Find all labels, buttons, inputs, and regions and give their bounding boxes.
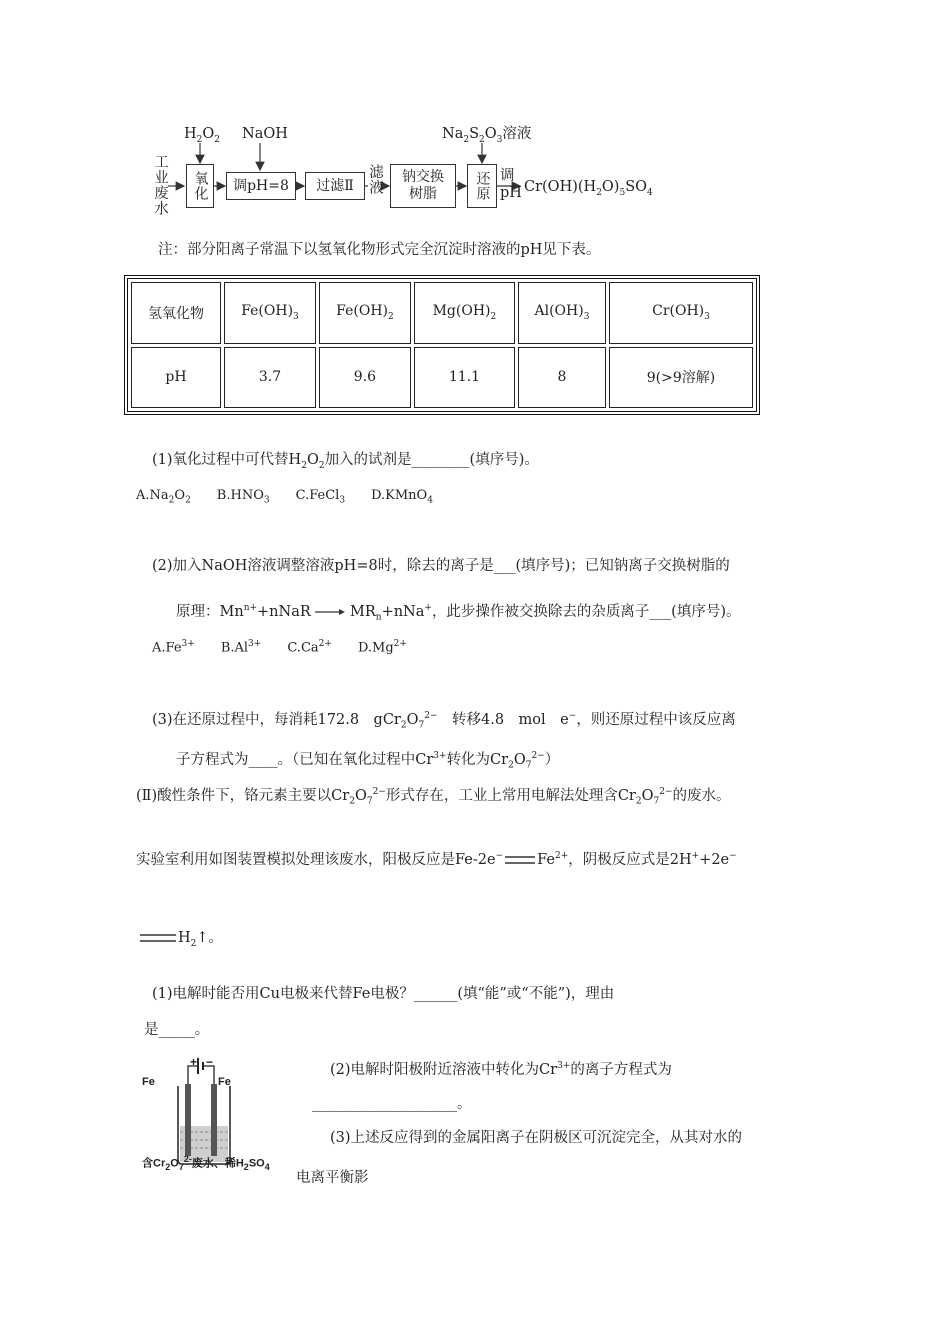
table-cell: 11.1 [414,347,515,409]
part2-q1-line2: 是_____。 [144,1022,210,1038]
q1-text-b: 加入的试剂是________(填序号)。 [324,452,539,468]
equals-sign [140,933,178,943]
q3-line2: 子方程式为____。（已知在氧化过程中$Cr^{3+}$转化为$Cr_2O_7^{2-}$） [176,751,560,771]
q2-line2-b: +nNaR [257,603,311,620]
q1-text: (1)氧化过程中可代替$H_2O_2$加入的试剂是________(填序号)。 [152,452,539,471]
q2-line1: (2)加入NaOH溶液调整溶液pH=8时，除去的离子是___(填序号)；已知钠离子交换树脂的 [152,558,730,574]
q2-line2-d: ，此步操作被交换除去的杂质离子___(填序号)。 [431,603,741,620]
part2-q2-b: 的离子方程式为 [570,1061,672,1078]
table-cell: 8 [518,347,606,409]
table-header-row [131,282,753,344]
table-header-cell: $Al(OH)_3$ [518,282,606,344]
ph-table [124,275,760,415]
part2-q2-line1: (2)电解时阳极附近溶液中转化为$Cr^{3+}$的离子方程式为 [330,1061,672,1078]
equals-sign [503,855,537,865]
q2-line2-a: 原理：Mn [176,603,244,620]
start-label: 工业废水 [152,154,168,216]
part2-q3-line1: (3)上述反应得到的金属阳离子在阴极区可沉淀完全，从其对水的 [330,1130,743,1146]
step-reduce: 还原 [467,164,497,208]
q2-line2: 原理：$Mn^{n+}+nNaR$ $MR_n+nNa^+$，此步操作被交换除去的杂质离子___(填序号)。 [176,603,741,623]
step-filter: 过滤Ⅱ [305,172,365,200]
electrode-left-label: Fe [142,1076,155,1088]
part2-q1-line1: (1)电解时能否用Cu电极来代替Fe电极？______(填“能”或“不能”)，理由 [152,986,615,1002]
part2-q2-line2: ____________________。 [312,1096,472,1112]
table-row-label: pH [131,347,221,409]
part2-q2-a: (2)电解时阳极附近溶液中转化为Cr [330,1061,558,1078]
table-row [131,347,753,409]
adjust-ph-label-2: pH [500,185,522,201]
electrode-right-label: Fe [218,1076,231,1088]
note-text: 注：部分阳离子常温下以氢氧化物形式完全沉淀时溶液的pH见下表。 [158,242,601,258]
step-oxidize: 氧化 [186,164,214,208]
step-exchange-line2: 树脂 [409,186,437,202]
table-header-cell: 氢氧化物 [131,282,221,344]
part2-intro: (Ⅱ)酸性条件下，铬元素主要以$Cr_2O_7^{2-}$形式存在，工业上常用电解法处理含$Cr_2O_7^{2-}$的废水。 [136,787,731,807]
reaction-arrow [315,607,345,617]
table-cell: 9(>9溶解) [609,347,753,409]
filtrate-label: 滤液 [367,164,383,195]
reagent-h2o2: $H_2O_2$ [184,126,221,145]
table-header-cell: $Fe(OH)_3$ [224,282,316,344]
table-cell: 9.6 [319,347,411,409]
q3-line1: (3)在还原过程中，每消耗172.8 $gCr_2O_7^{2-}$ 转移4.8 mol e−，则还原过程中该反应离 [152,711,736,731]
table-header-cell: $Cr(OH)_3$ [609,282,753,344]
q1-options: $A.Na_2O_2$ $B.HNO_3$ C.FeCl$_3$ D.KMnO$_4$ [136,488,433,506]
step-exchange-line1: 钠交换 [402,169,444,185]
part2-q3-line2: 电离平衡影 [296,1170,369,1186]
product-label: $Cr(OH)(H_2O)_5SO_4$ [524,179,653,198]
svg-text:+: + [190,1055,198,1069]
table-header-cell: $Mg(OH)_2$ [414,282,515,344]
q1-text-a: (1)氧化过程中可代替 [152,452,289,468]
adjust-ph-label [500,168,522,202]
svg-text:−: − [206,1055,214,1069]
step-adjust-ph: 调pH=8 [226,172,296,200]
reagent-na2s2o3: $Na_2S_2O_3$溶液 [442,126,532,145]
part2-h2: $H_2↑$。 [140,928,223,954]
q2-options: $A.Fe^{3+}$ $B.Al^{3+}$ $C.Ca^{2+}$ $D.Mg^{2+}$ [152,639,407,656]
part2-lab: 实验室利用如图装置模拟处理该废水，阳极反应是Fe-2e− $Fe^{2+}$，阴极反应式是2H++2e− [136,851,737,868]
reagent-naoh: NaOH [242,126,288,142]
adjust-ph-label-1: 调 [500,168,515,184]
figure-caption: 含$Cr_2O_7^{2-}$废水、稀$H_2SO_4$ [142,1154,270,1172]
table-cell: 3.7 [224,347,316,409]
step-exchange [390,164,456,208]
table-header-cell: $Fe(OH)_2$ [319,282,411,344]
